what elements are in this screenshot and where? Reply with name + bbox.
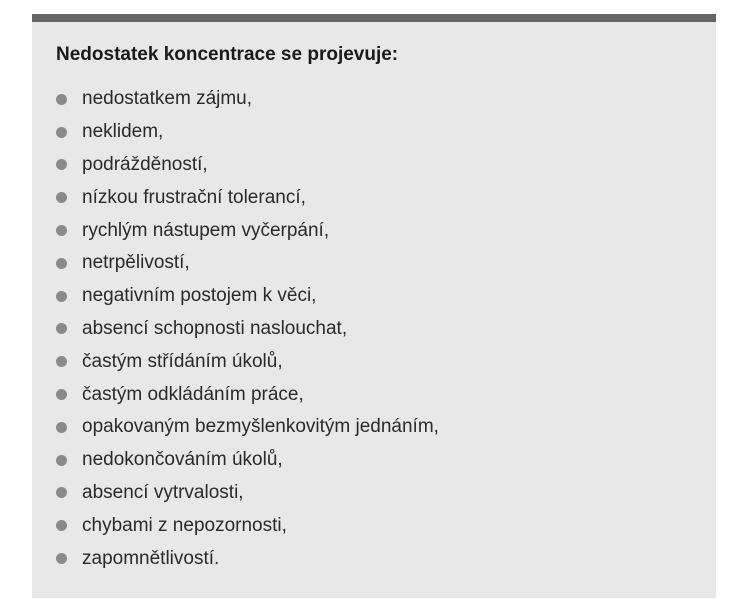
symptom-list: [56, 83, 439, 575]
list-item: [56, 345, 439, 378]
bullet-icon: [56, 291, 67, 302]
list-item-text: nedostatkem zájmu,: [82, 88, 253, 110]
list-item: [56, 280, 439, 313]
list-item: [56, 149, 439, 182]
list-item: [56, 116, 439, 149]
list-item-text: neklidem,: [82, 121, 164, 143]
bullet-icon: [56, 356, 67, 367]
list-item: [56, 378, 439, 411]
list-item-text: podrážděností,: [82, 153, 208, 175]
bullet-icon: [56, 455, 67, 466]
bullet-icon: [56, 389, 67, 400]
list-item: [56, 247, 439, 280]
box-title: Nedostatek koncentrace se projevuje:: [56, 44, 399, 65]
list-item-text: rychlým nástupem vyčerpání,: [82, 219, 330, 241]
list-item: [56, 411, 439, 444]
bullet-icon: [56, 520, 67, 531]
list-item: [56, 83, 439, 116]
list-item-text: častým střídáním úkolů,: [82, 350, 283, 372]
list-item-text: opakovaným bezmyšlenkovitým jednáním,: [82, 416, 439, 438]
list-item-text: absencí vytrvalosti,: [82, 481, 244, 503]
bullet-icon: [56, 487, 67, 498]
bullet-icon: [56, 192, 67, 203]
list-item: [56, 477, 439, 510]
list-item: [56, 542, 439, 575]
list-item-text: častým odkládáním práce,: [82, 383, 304, 405]
list-item-text: absencí schopnosti naslouchat,: [82, 317, 348, 339]
bullet-icon: [56, 159, 67, 170]
bullet-icon: [56, 553, 67, 564]
list-item: [56, 214, 439, 247]
bullet-icon: [56, 94, 67, 105]
bullet-icon: [56, 225, 67, 236]
list-item: [56, 181, 439, 214]
bullet-icon: [56, 323, 67, 334]
list-item-text: netrpělivostí,: [82, 252, 190, 274]
list-item-text: zapomnětlivostí.: [82, 547, 220, 569]
list-item-text: negativním postojem k věci,: [82, 285, 317, 307]
list-item: [56, 509, 439, 542]
bullet-icon: [56, 127, 67, 138]
list-item-text: nízkou frustrační tolerancí,: [82, 186, 306, 208]
list-item-text: nedokončováním úkolů,: [82, 449, 283, 471]
info-box: [32, 14, 716, 598]
list-item: [56, 444, 439, 477]
list-item-text: chybami z nepozornosti,: [82, 514, 287, 536]
list-item: [56, 313, 439, 346]
bullet-icon: [56, 422, 67, 433]
bullet-icon: [56, 258, 67, 269]
